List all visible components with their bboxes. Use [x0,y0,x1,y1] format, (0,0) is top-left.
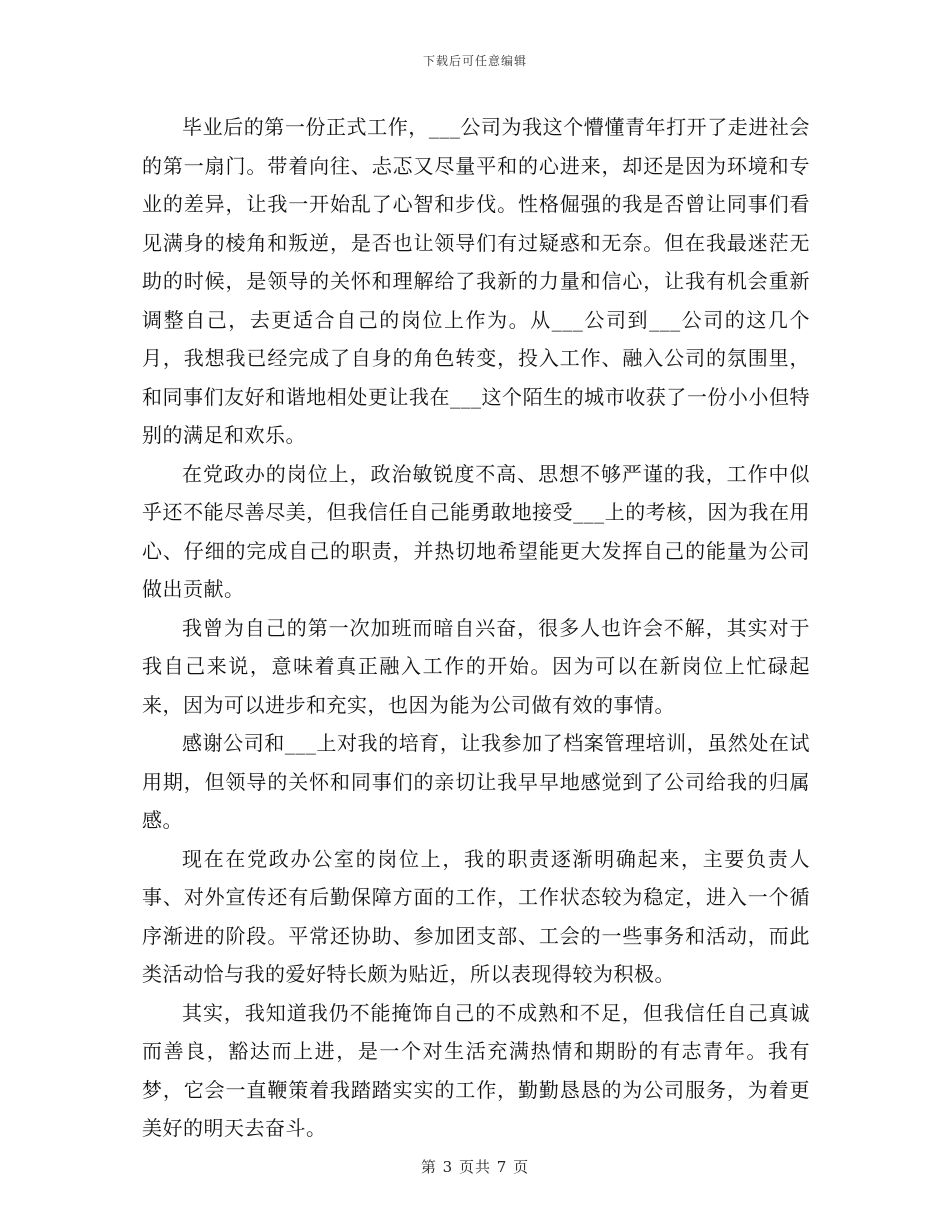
page-footer: 第 3 页共 7 页 [420,1158,530,1176]
paragraph-3: 我曾为自己的第一次加班而暗自兴奋，很多人也许会不解，其实对于我自己来说，意味着真正融入工作的开始。因为可以在新岗位上忙碌起来，因为可以进步和充实，也因为能为公司做有效的事情。 [142,615,810,717]
paragraph-2: 在党政办的岗位上，政治敏锐度不高、思想不够严谨的我，工作中似乎还不能尽善尽美，但我信任自己能勇敢地接受___上的考核，因为我在用心、仔细的完成自己的职责，并热切地希望能更大发挥自己的能量为公司做出贡献。 [142,461,810,601]
paragraph-6: 其实，我知道我仍不能掩饰自己的不成熟和不足，但我信任自己真诚而善良，豁达而上进，是一个对生活充满热情和期盼的有志青年。我有梦，它会一直鞭策着我踏踏实实的工作，勤勤恳恳的为公司服务，为着更美好的明天去奋斗。 [142,1000,810,1140]
paragraph-4: 感谢公司和___上对我的培育，让我参加了档案管理培训，虽然处在试用期，但领导的关怀和同事们的亲切让我早早地感觉到了公司给我的归属感。 [142,731,810,832]
page-header: 下载后可任意编辑 [422,54,527,68]
paragraph-1: 毕业后的第一份正式工作，___公司为我这个懵懂青年打开了走进社会的第一扇门。带着向往、忐忑又尽量平和的心进来，却还是因为环境和专业的差异，让我一开始乱了心智和步伐。性格倔强的我是否曾让同事们看见满身的棱角和叛逆，是否也让领导们有过疑惑和无奈。但在我最迷茫无助的时候，是领导的关怀和理解给了我新的力量和信心，让我有机会重新调整自己，去更适合自己的岗位上作为。从___公司到___公司的这几个月，我想我已经完成了自身的角色转变，投入工作、融入公司的氛围里，和同事们友好和谐地相处更让我在___这个陌生的城市收获了一份小小但特别的满足和欢乐。 [142,115,810,447]
paragraph-5: 现在在党政办公室的岗位上，我的职责逐渐明确起来，主要负责人事、对外宣传还有后勤保障方面的工作，工作状态较为稳定，进入一个循序渐进的阶段。平常还协助、参加团支部、工会的一些事务和活动，而此类活动恰与我的爱好特长颇为贴近，所以表现得较为积极。 [142,846,810,986]
body-text [142,108,810,1148]
